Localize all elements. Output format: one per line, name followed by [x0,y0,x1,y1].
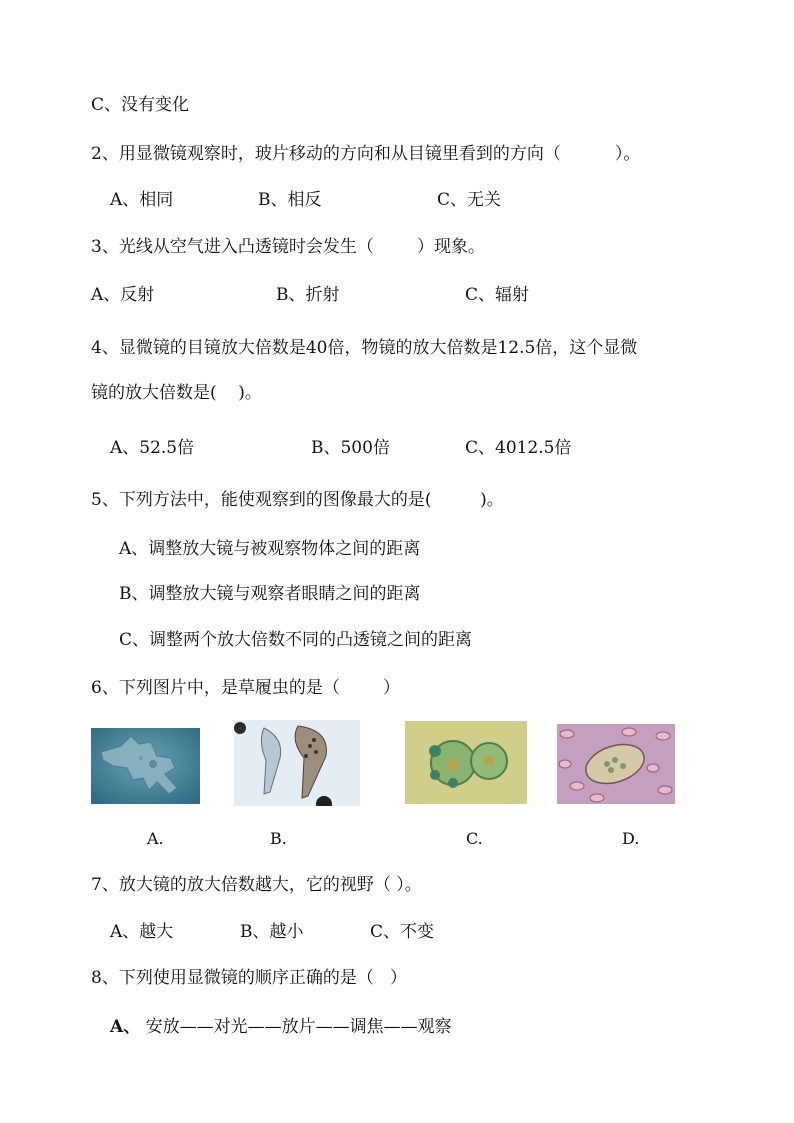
q3-option-c: C、辐射 [465,285,530,305]
q5-option-b: B、调整放大镜与观察者眼睛之间的距离 [119,584,421,604]
microorganism-image-c [405,721,527,804]
q8-option-a-label: A、 [110,1017,141,1037]
q5-option-a: A、调整放大镜与被观察物体之间的距离 [119,539,421,559]
q5-stem: 5、下列方法中，能使观察到的图像最大的是( )。 [91,490,504,510]
q6-stem: 6、下列图片中，是草履虫的是（ ） [91,678,401,698]
q7-option-b: B、越小 [240,922,304,942]
q4-option-b: B、500倍 [311,438,390,458]
q5-option-c: C、调整两个放大倍数不同的凸透镜之间的距离 [119,630,473,650]
q3-stem: 3、光线从空气进入凸透镜时会发生（ ）现象。 [91,237,486,257]
q4-stem-line2: 镜的放大倍数是( )。 [91,383,262,403]
caption-a: A. [147,829,164,848]
q7-option-c: C、不变 [370,922,435,942]
q4-stem-line1: 4、显微镜的目镜放大倍数是40倍，物镜的放大倍数是12.5倍，这个显微 [91,338,638,358]
q8-option-a-text: 安放——对光——放片——调焦——观察 [140,1017,452,1037]
q3-option-a: A、反射 [91,285,155,305]
q3-option-b: B、折射 [276,285,340,305]
q2-option-c: C、无关 [437,190,502,210]
q2-stem: 2、用显微镜观察时，玻片移动的方向和从目镜里看到的方向（ ）。 [91,144,641,164]
q8-stem: 8、下列使用显微镜的顺序正确的是（ ） [91,968,408,988]
q2-option-a: A、相同 [110,190,174,210]
caption-c: C. [466,829,483,848]
q7-stem: 7、放大镜的放大倍数越大，它的视野（ ）。 [91,875,422,895]
microorganism-image-d [557,724,675,804]
q1-option-c: C、没有变化 [91,95,190,115]
q4-option-a: A、52.5倍 [110,438,195,458]
q7-option-a: A、越大 [110,922,174,942]
q4-option-c: C、4012.5倍 [465,438,572,458]
caption-d: D. [622,829,640,848]
q2-option-b: B、相反 [258,190,322,210]
microorganism-image-b [234,720,360,806]
microorganism-image-a [91,728,200,804]
q8-option-a [110,1015,452,1039]
caption-b: B. [270,829,287,848]
